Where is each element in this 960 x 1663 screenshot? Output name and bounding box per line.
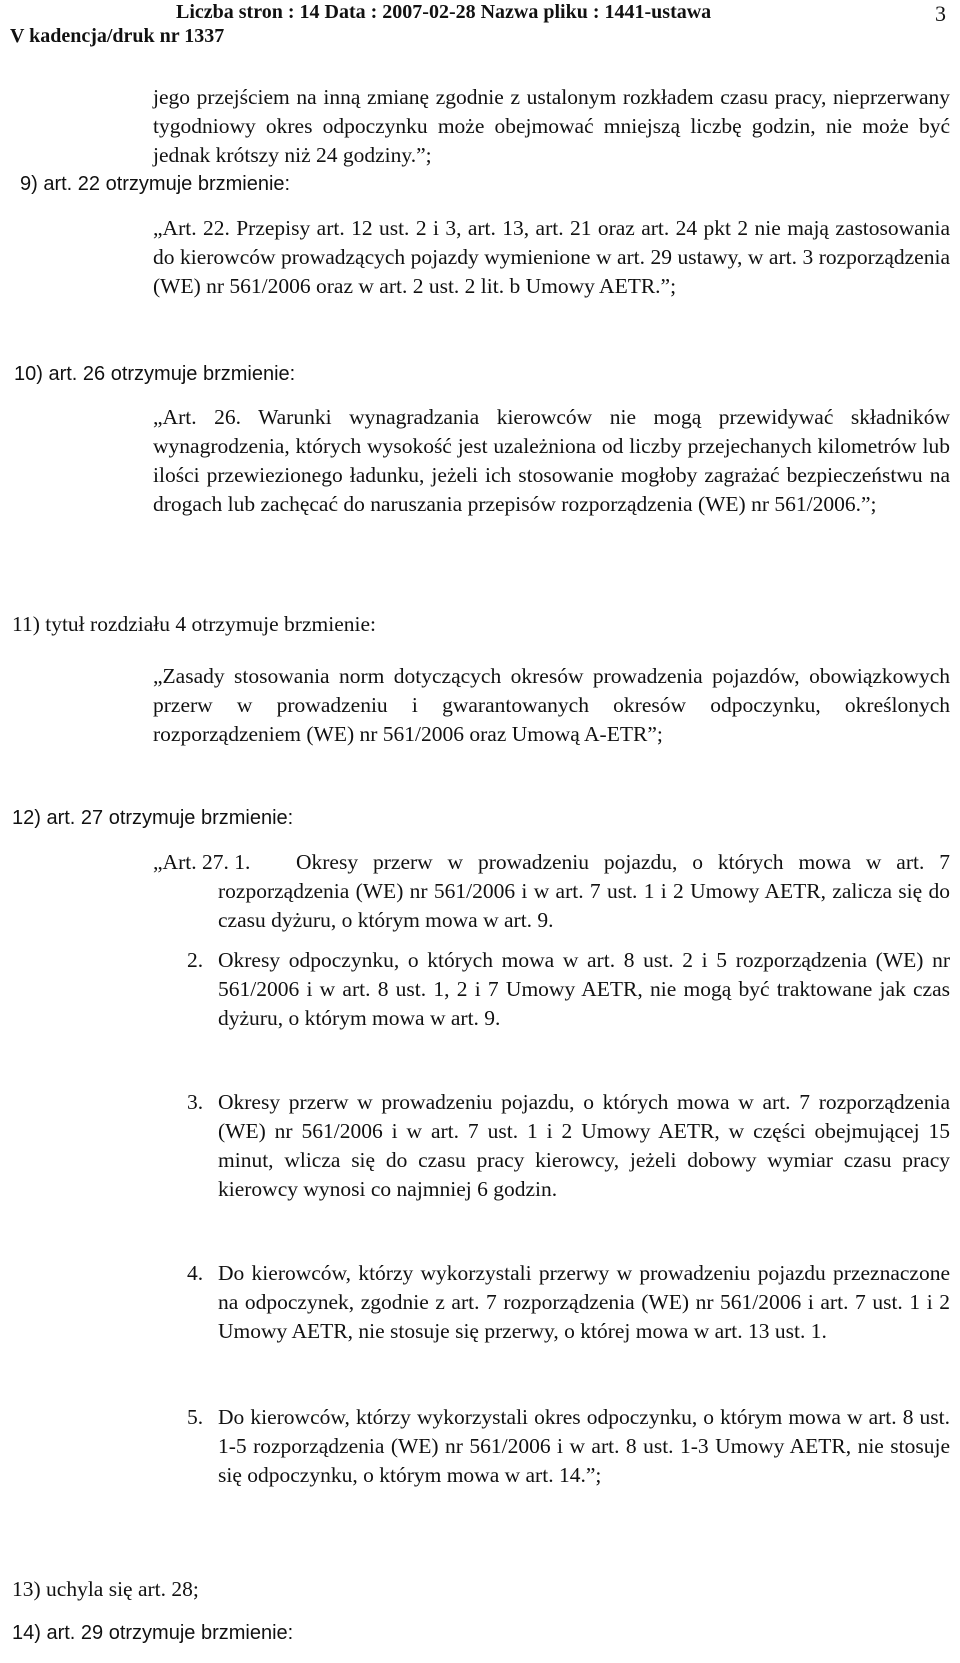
chapter-4-title-text: „Zasady stosowania norm dotyczących okresów prowadzenia pojazdów, obowiązkowych przerw w prowadzeniu i gwarantowanych okresów odpoczynku, określonych rozporządzeniem (WE) nr 561/2006 oraz Umową A-ETR”;	[153, 664, 950, 746]
page-header	[10, 0, 946, 50]
article-27-section-4-text: Do kierowców, którzy wykorzystali przerwy w prowadzeniu pojazdu przeznaczone na odpoczynek, zgodnie z art. 7 rozporządzenia (WE) nr 561/2006 i art. 7 ust. 1 i 2 Umowy AETR, nie stosuje się przerwy, o której mowa w art. 13 ust. 1.	[218, 1261, 950, 1343]
article-27-section-4-number: 4.	[187, 1261, 204, 1285]
point-11-label: 11) tytuł rozdziału 4 otrzymuje brzmienie:	[12, 612, 376, 636]
article-27-section-2-number: 2.	[187, 948, 204, 972]
point-9-label: 9) art. 22 otrzymuje brzmienie:	[20, 173, 291, 195]
header-file-info: Liczba stron : 14 Data : 2007-02-28 Nazwa pliku : 1441-ustawa	[176, 1, 712, 23]
paragraph-continuation: jego przejściem na inną zmianę zgodnie z ustalonym rozkładem czasu pracy, nieprzerwany tygodniowy okres odpoczynku może obejmować mniejszą liczbę godzin, nie może być jednak krótszy niż 24 godziny.”;	[153, 85, 950, 167]
article-27-section-1	[218, 848, 950, 935]
page-number: 3	[935, 1, 946, 26]
point-14-label: 14) art. 29 otrzymuje brzmienie:	[12, 1622, 294, 1644]
article-27-section-5-text: Do kierowców, którzy wykorzystali okres odpoczynku, o którym mowa w art. 8 ust. 1-5 rozporządzenia (WE) nr 561/2006 i w art. 8 ust. 1-3 Umowy AETR, nie stosuje się odpoczynku, o którym mowa w art. 14.”;	[218, 1405, 950, 1487]
article-27-lead: „Art. 27. 1.	[153, 850, 251, 874]
point-12-label: 12) art. 27 otrzymuje brzmienie:	[12, 807, 294, 829]
point-10-label: 10) art. 26 otrzymuje brzmienie:	[14, 363, 296, 385]
header-document-ref: V kadencja/druk nr 1337	[10, 25, 225, 47]
point-13-label: 13) uchyla się art. 28;	[12, 1577, 199, 1601]
article-27-section-5-number: 5.	[187, 1405, 204, 1429]
article-27-section-3-text: Okresy przerw w prowadzeniu pojazdu, o których mowa w art. 7 rozporządzenia (WE) nr 561/2006 i w art. 7 ust. 1 i 2 Umowy AETR, w części obejmującej 15 minut, wlicza się do czasu pracy kierowcy, jeżeli dobowy wymiar czasu pracy kierowcy wynosi co najmniej 6 godzin.	[218, 1090, 950, 1201]
article-26-text: „Art. 26. Warunki wynagradzania kierowców nie mogą przewidywać składników wynagrodzenia, których wysokość jest uzależniona od liczby przejechanych kilometrów lub ilości przewiezionego ładunku, jeżeli ich stosowanie mogłoby zagrażać bezpieczeństwu na drogach lub zachęcać do naruszania przepisów rozporządzenia (WE) nr 561/2006.”;	[153, 405, 950, 516]
article-27-section-2-text: Okresy odpoczynku, o których mowa w art. 8 ust. 2 i 5 rozporządzenia (WE) nr 561/2006 i w art. 8 ust. 1, 2 i 7 Umowy AETR, nie mogą być traktowane jak czas dyżuru, o którym mowa w art. 9.	[218, 948, 950, 1030]
article-27-section-1-text: Okresy przerw w prowadzeniu pojazdu, o których mowa w art. 7 rozporządzenia (WE) nr 561/2006 i w art. 7 ust. 1 i 2 Umowy AETR, zalicza się do czasu dyżuru, o którym mowa w art. 9.	[218, 850, 950, 932]
article-27-section-3-number: 3.	[187, 1090, 204, 1114]
article-22-text: „Art. 22. Przepisy art. 12 ust. 2 i 3, art. 13, art. 21 oraz art. 24 pkt 2 nie mają zastosowania do kierowców prowadzących pojazdy wymienione w art. 29 ustawy, w art. 3 rozporządzenia (WE) nr 561/2006 oraz w art. 2 ust. 2 lit. b Umowy AETR.”;	[153, 216, 950, 298]
